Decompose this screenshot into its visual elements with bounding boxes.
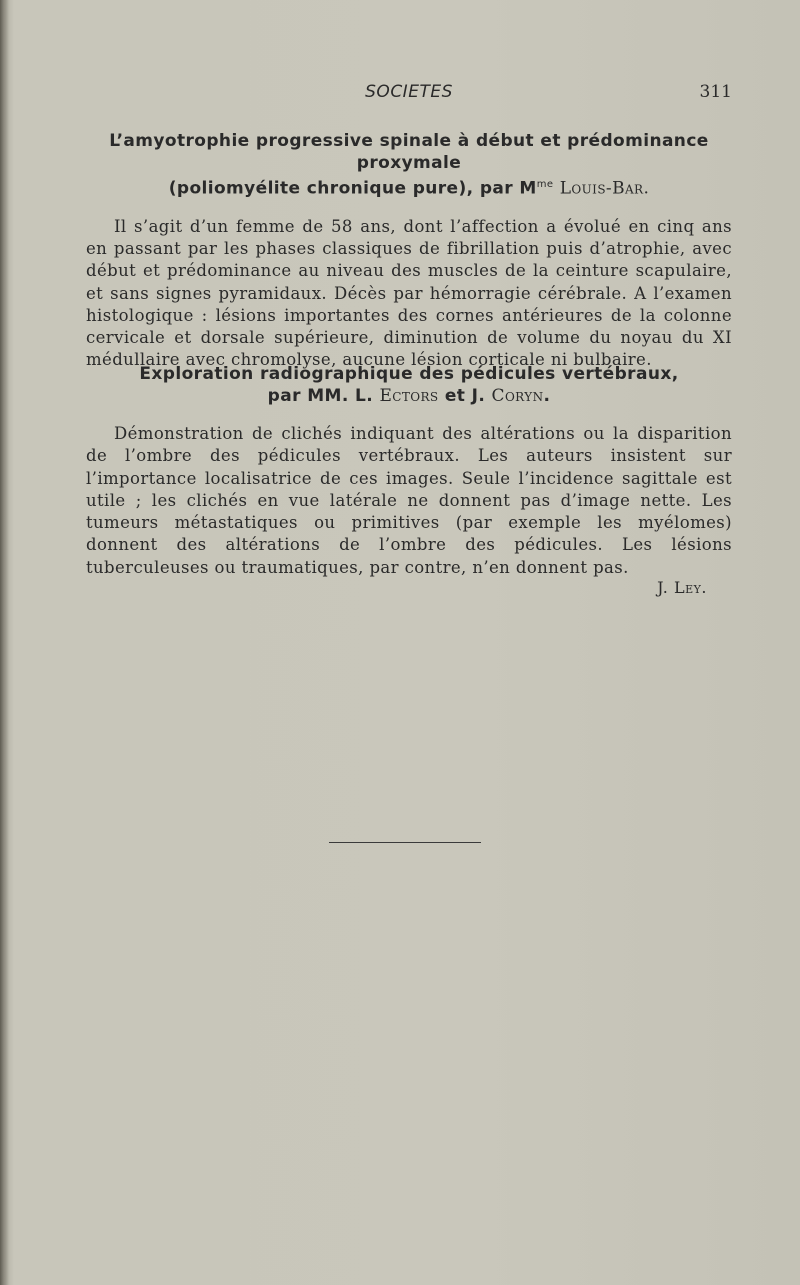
byline-superscript: me — [536, 179, 554, 190]
signature — [657, 578, 707, 597]
byline-prefix: (poliomyélite chronique pure), par M — [168, 178, 537, 199]
byline-author-coryn: Coryn — [491, 386, 544, 406]
article-exploration-radiographique — [86, 363, 732, 579]
page-header — [86, 82, 732, 106]
binding-shadow — [0, 0, 9, 1285]
article-body: Il s’agit d’un femme de 58 ans, dont l’affection a évolué en cinq ans en passant par les phases classiques de fibrillation puis d’atrophie, avec début et prédominance au niveau des muscles de la ceinture scapulaire, et sans signes pyramidaux. Décès par hémorragie cérébrale. A l’examen histologique : lésions importantes des cornes antérieures de la colonne cervicale et dorsale supérieure, diminution de volume du noyau du XI médullaire avec chromolyse, aucune lésion corticale ni bulbaire. — [86, 216, 732, 370]
article-amyotrophie — [86, 130, 732, 372]
article-body: Démonstration de clichés indiquant des altérations ou la disparition de l’ombre des pédicules vertébraux. Les auteurs insistent sur l’importance localisatrice de ces images. Seule l’incidence sagittale est utile ; les clichés en vue latérale ne donnent pas d’image nette. Les tumeurs métastatiques ou primitives (par exemple les myélomes) donnent des altérations de l’ombre des pédicules. Les lésions tuberculeuses ou traumatiques, par contre, n’en donnent pas. — [86, 424, 732, 577]
page-number: 311 — [699, 82, 732, 102]
byline-prefix: par MM. L. — [267, 386, 380, 406]
article-title: L’amyotrophie progressive spinale à début et prédominance proxymale — [109, 131, 709, 173]
byline-mid: et J. — [438, 386, 492, 406]
article-byline — [86, 385, 732, 407]
signature-initial: J. — [657, 578, 669, 597]
signature-name: Ley. — [673, 578, 707, 597]
byline-author-ectors: Ectors — [379, 386, 439, 406]
article-title: Exploration radiographique des pédicules vertébraux, — [139, 364, 679, 384]
byline-end: . — [543, 386, 551, 406]
article-byline — [86, 174, 732, 200]
running-title: SOCIETES — [365, 82, 453, 102]
byline-author: Louis-Bar. — [559, 178, 650, 199]
section-rule — [329, 842, 481, 843]
